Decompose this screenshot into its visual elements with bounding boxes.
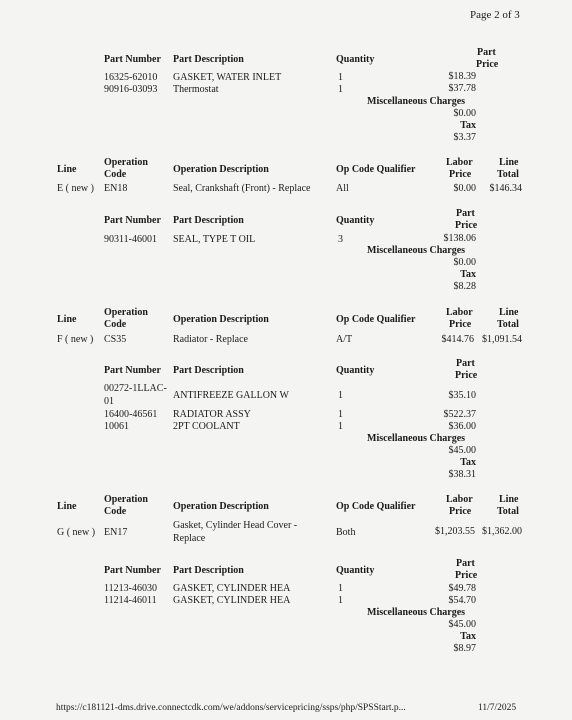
part-number: 11214-46011	[104, 595, 157, 606]
part-quantity: 1	[338, 72, 343, 83]
tax-header: Tax	[460, 457, 476, 468]
line-header: Line	[57, 501, 77, 512]
line-id: G ( new )	[57, 527, 96, 538]
op-code-qualifier-header: Op Code Qualifier	[336, 501, 416, 512]
quantity-header: Quantity	[336, 215, 375, 226]
labor-price: $1,203.55	[435, 526, 475, 537]
labor-price-header-2: Price	[449, 506, 472, 517]
operation-description: Radiator - Replace	[173, 334, 248, 345]
footer-date: 11/7/2025	[478, 703, 517, 713]
part-price: $36.00	[448, 421, 476, 432]
part-quantity: 1	[338, 595, 343, 606]
part-description: 2PT COOLANT	[173, 421, 240, 432]
operation-code: EN18	[104, 183, 128, 194]
part-number: 90311-46001	[104, 234, 157, 245]
part-price-header-2: Price	[476, 59, 499, 70]
part-price-header-2: Price	[455, 570, 478, 581]
part-price: $54.70	[448, 595, 476, 606]
op-code-qualifier-header: Op Code Qualifier	[336, 164, 416, 175]
part-description: ANTIFREEZE GALLON W	[173, 390, 289, 401]
line-header: Line	[57, 314, 77, 325]
misc-charges-value: $45.00	[448, 445, 476, 456]
tax-value: $38.31	[448, 469, 476, 480]
operation-code-header-1: Operation	[104, 307, 148, 318]
line-total-header-1: Line	[499, 307, 519, 318]
line-total-header-1: Line	[499, 494, 519, 505]
misc-charges-value: $0.00	[453, 108, 476, 119]
labor-price-header-2: Price	[449, 169, 472, 180]
operation-description-header: Operation Description	[173, 501, 269, 512]
part-number-header: Part Number	[104, 215, 161, 226]
line-total-header-2: Total	[497, 506, 519, 517]
quantity-header: Quantity	[336, 565, 375, 576]
operation-code-header-2: Code	[104, 169, 127, 180]
part-number-header: Part Number	[104, 365, 161, 376]
part-number: 16325-62010	[104, 72, 158, 83]
part-price-header-2: Price	[455, 370, 478, 381]
tax-value: $8.28	[453, 281, 476, 292]
part-price-header-1: Part	[456, 358, 475, 369]
operation-code: EN17	[104, 527, 128, 538]
part-price: $18.39	[448, 71, 476, 82]
part-number: 10061	[104, 421, 129, 432]
operation-description-continued: Replace	[173, 533, 206, 544]
part-description: GASKET, WATER INLET	[173, 72, 282, 83]
op-code-qualifier-header: Op Code Qualifier	[336, 314, 416, 325]
tax-header: Tax	[460, 120, 476, 131]
misc-charges-header: Miscellaneous Charges	[367, 433, 466, 444]
labor-price: $414.76	[441, 334, 474, 345]
part-price: $522.37	[443, 409, 476, 420]
operation-code: CS35	[104, 334, 127, 345]
labor-price-header-1: Labor	[446, 307, 473, 318]
part-description-header: Part Description	[173, 54, 244, 65]
part-price-header-1: Part	[456, 558, 475, 569]
tax-value: $3.37	[453, 132, 476, 143]
operation-code-header-1: Operation	[104, 494, 148, 505]
part-number: 90916-03093	[104, 84, 158, 95]
operation-code-header-2: Code	[104, 319, 127, 330]
part-number: 00272-1LLAC-	[104, 383, 167, 394]
op-code-qualifier: All	[336, 183, 349, 194]
line-total-header-2: Total	[497, 169, 519, 180]
operation-description-header: Operation Description	[173, 314, 269, 325]
part-price: $138.06	[443, 233, 476, 244]
part-quantity: 1	[338, 421, 343, 432]
labor-price: $0.00	[453, 183, 476, 194]
part-price-header-1: Part	[456, 208, 475, 219]
labor-price-header-1: Labor	[446, 157, 473, 168]
part-description: GASKET, CYLINDER HEA	[173, 583, 291, 594]
misc-charges-value: $0.00	[453, 257, 476, 268]
tax-header: Tax	[460, 631, 476, 642]
part-number-header: Part Number	[104, 565, 161, 576]
line-total: $146.34	[489, 183, 522, 194]
part-quantity: 1	[338, 409, 343, 420]
line-header: Line	[57, 164, 77, 175]
tax-value: $8.97	[453, 643, 476, 654]
part-number-continued: 01	[104, 396, 114, 407]
tax-header: Tax	[460, 269, 476, 280]
footer-url: https://c181121-dms.drive.connectcdk.com/we/addons/servicepricing/ssps/php/SPSStart.p...	[56, 703, 406, 713]
part-description-header: Part Description	[173, 565, 244, 576]
part-description: Thermostat	[173, 84, 219, 95]
part-quantity: 1	[338, 390, 343, 401]
part-number-header: Part Number	[104, 54, 161, 65]
operation-description-header: Operation Description	[173, 164, 269, 175]
operation-description: Gasket, Cylinder Head Cover -	[173, 520, 298, 531]
operation-code-header-1: Operation	[104, 157, 148, 168]
part-number: 16400-46561	[104, 409, 158, 420]
part-price: $35.10	[448, 390, 476, 401]
part-quantity: 1	[338, 583, 343, 594]
operation-code-header-2: Code	[104, 506, 127, 517]
part-description-header: Part Description	[173, 365, 244, 376]
part-description-header: Part Description	[173, 215, 244, 226]
labor-price-header-2: Price	[449, 319, 472, 330]
part-price-header-2: Price	[455, 220, 478, 231]
part-description: SEAL, TYPE T OIL	[173, 234, 256, 245]
part-price-header-1: Part	[477, 47, 496, 58]
part-quantity: 1	[338, 84, 343, 95]
misc-charges-header: Miscellaneous Charges	[367, 607, 466, 618]
misc-charges-header: Miscellaneous Charges	[367, 96, 466, 107]
op-code-qualifier: A/T	[336, 334, 353, 345]
part-price: $49.78	[448, 583, 476, 594]
part-number: 11213-46030	[104, 583, 157, 594]
line-total-header-2: Total	[497, 319, 519, 330]
part-quantity: 3	[338, 234, 343, 245]
quantity-header: Quantity	[336, 54, 375, 65]
line-total: $1,091.54	[482, 334, 522, 345]
line-id: F ( new )	[57, 334, 94, 345]
line-total-header-1: Line	[499, 157, 519, 168]
page-number: Page 2 of 3	[470, 9, 520, 21]
quantity-header: Quantity	[336, 365, 375, 376]
line-total: $1,362.00	[482, 526, 522, 537]
misc-charges-value: $45.00	[448, 619, 476, 630]
part-description: GASKET, CYLINDER HEA	[173, 595, 291, 606]
misc-charges-header: Miscellaneous Charges	[367, 245, 466, 256]
part-price: $37.78	[448, 83, 476, 94]
op-code-qualifier: Both	[336, 527, 356, 538]
line-id: E ( new )	[57, 183, 94, 194]
labor-price-header-1: Labor	[446, 494, 473, 505]
operation-description: Seal, Crankshaft (Front) - Replace	[173, 183, 311, 194]
part-description: RADIATOR ASSY	[173, 409, 251, 420]
